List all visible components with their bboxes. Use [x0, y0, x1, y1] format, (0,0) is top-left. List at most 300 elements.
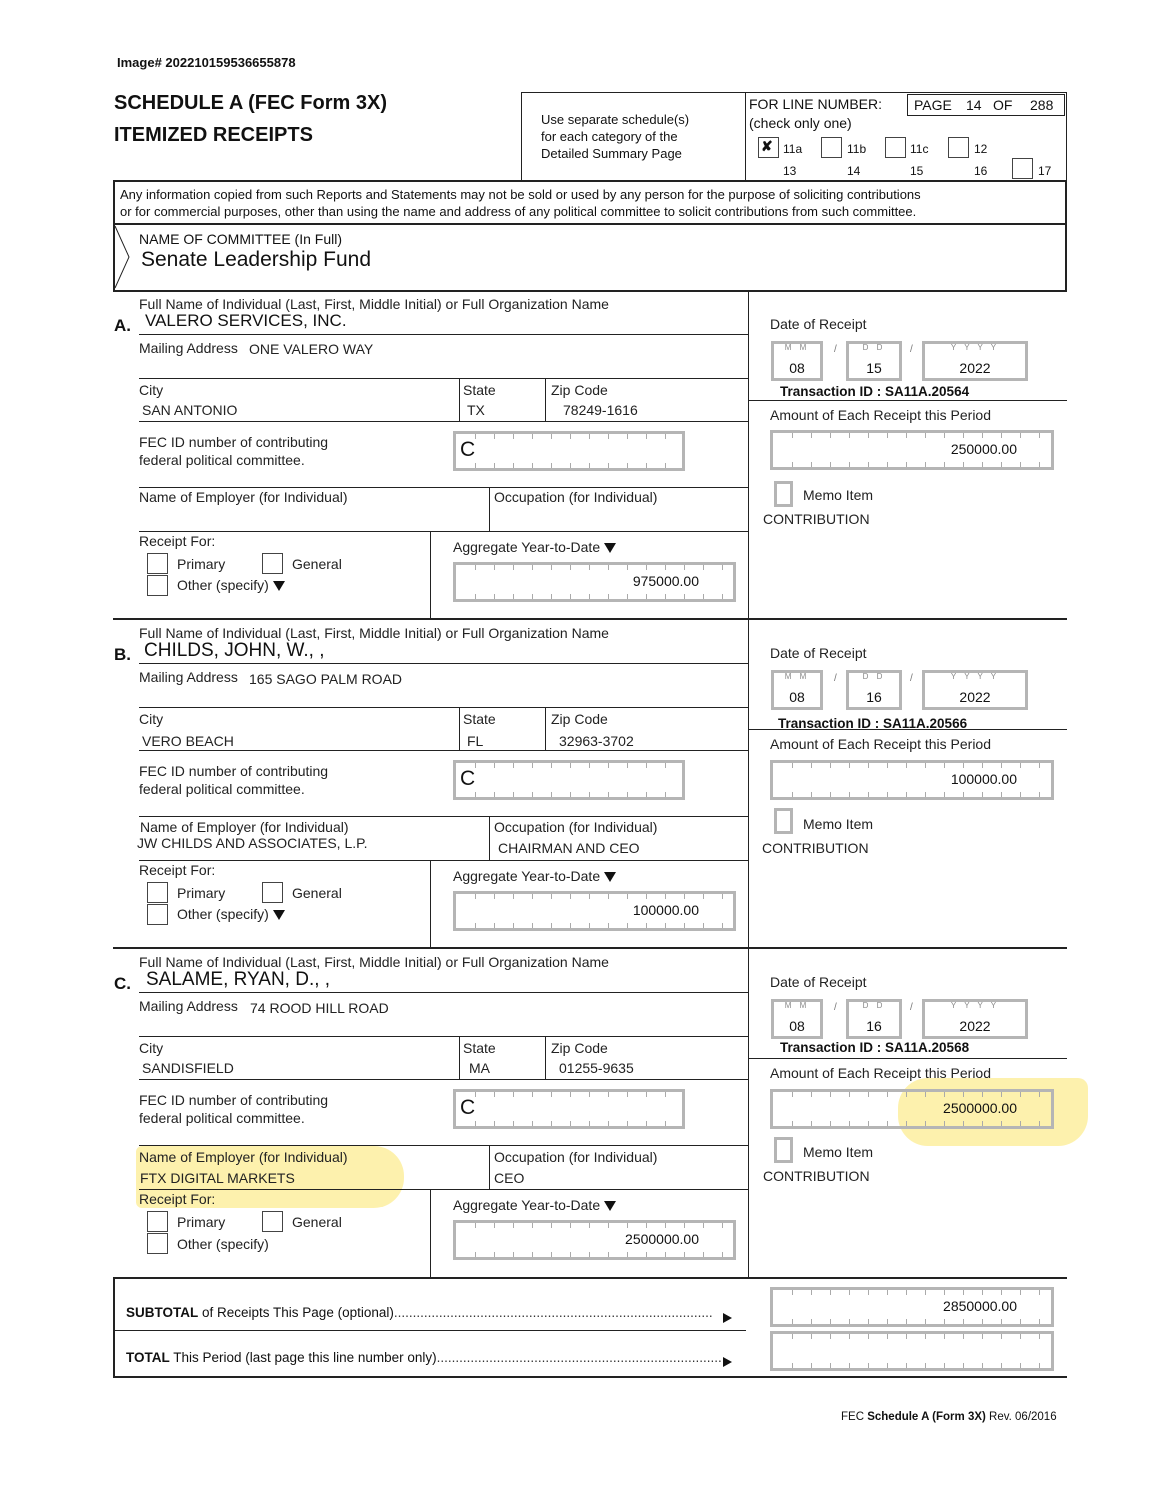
field-tick — [982, 433, 983, 438]
date-receipt-label: Date of Receipt — [770, 974, 867, 990]
field-tick — [1001, 792, 1002, 797]
field-tick — [868, 763, 869, 768]
subtotal-field[interactable] — [770, 1287, 1054, 1327]
total-text: This Period (last page this line number only) — [169, 1350, 437, 1365]
date-ph: Y Y Y Y — [950, 343, 1000, 352]
rule — [139, 750, 748, 751]
date-month-field[interactable] — [771, 999, 823, 1039]
general-checkbox[interactable] — [262, 553, 283, 574]
check-mark-icon: ✘ — [761, 138, 773, 154]
field-tick — [665, 434, 666, 439]
entry-letter: C. — [114, 974, 131, 993]
field-tick — [849, 763, 850, 768]
field-tick — [1001, 763, 1002, 768]
down-arrow-icon — [604, 872, 616, 882]
field-tick — [589, 923, 590, 928]
aggregate-field[interactable] — [453, 891, 736, 931]
field-tick — [570, 565, 571, 570]
checkbox-12[interactable] — [948, 137, 969, 158]
primary-checkbox[interactable] — [147, 553, 168, 574]
field-tick — [646, 1252, 647, 1257]
zip-value: 78249-1616 — [563, 402, 638, 418]
memo-label: Memo Item — [803, 1144, 874, 1160]
date-receipt-label: Date of Receipt — [770, 316, 867, 332]
other-checkbox[interactable] — [147, 904, 168, 925]
field-tick — [608, 1121, 609, 1126]
field-tick — [570, 894, 571, 899]
general-checkbox[interactable] — [262, 1211, 283, 1232]
field-tick — [646, 1121, 647, 1126]
aggregate-field[interactable] — [453, 1220, 736, 1260]
rule — [459, 1036, 460, 1080]
date-month-field[interactable] — [771, 341, 823, 381]
field-tick — [513, 894, 514, 899]
other-checkbox[interactable] — [147, 575, 168, 596]
field-tick — [646, 894, 647, 899]
receipt-for-label: Receipt For: — [139, 533, 216, 549]
field-tick — [551, 792, 552, 797]
aggregate-label — [453, 539, 616, 555]
aggregate-text: Aggregate Year-to-Date — [453, 539, 601, 555]
field-tick — [944, 1319, 945, 1324]
field-tick — [494, 894, 495, 899]
field-tick — [570, 1252, 571, 1257]
full-name-label: Full Name of Individual (Last, First, Middle Initial) or Full Organization Name — [139, 296, 609, 312]
state-label: State — [463, 1040, 496, 1056]
field-tick — [1039, 792, 1040, 797]
date-ph: D D — [862, 672, 886, 681]
amount-field[interactable] — [770, 1089, 1054, 1129]
rule — [113, 1277, 115, 1377]
field-tick — [570, 463, 571, 468]
field-tick — [475, 894, 476, 899]
state-value: FL — [467, 733, 484, 749]
field-tick — [513, 1121, 514, 1126]
field-tick — [982, 1121, 983, 1126]
memo-label: Memo Item — [803, 816, 874, 832]
total-label — [126, 1350, 729, 1365]
rule — [489, 816, 490, 860]
mailing-address: ONE VALERO WAY — [249, 341, 374, 357]
entry-letter: B. — [114, 645, 131, 664]
date-receipt-label: Date of Receipt — [770, 645, 867, 661]
date-year-field[interactable] — [922, 670, 1028, 710]
memo-checkbox[interactable] — [774, 808, 793, 834]
field-tick — [982, 1319, 983, 1324]
field-tick — [887, 1290, 888, 1295]
fec-id-prefix: C — [460, 438, 476, 461]
footer-bold: Schedule A (Form 3X) — [867, 1411, 986, 1423]
field-tick — [570, 1092, 571, 1097]
rule — [139, 860, 748, 861]
memo-label: Memo Item — [803, 487, 874, 503]
receipt-for-label: Receipt For: — [139, 1191, 216, 1207]
field-tick — [1020, 763, 1021, 768]
field-tick — [570, 792, 571, 797]
total-field[interactable] — [770, 1331, 1054, 1371]
mailing-label: Mailing Address — [139, 340, 238, 356]
primary-checkbox[interactable] — [147, 1211, 168, 1232]
field-tick — [811, 792, 812, 797]
field-tick — [589, 894, 590, 899]
field-tick — [684, 894, 685, 899]
rule — [545, 707, 546, 751]
field-tick — [513, 1252, 514, 1257]
field-tick — [551, 1223, 552, 1228]
rule — [459, 707, 460, 751]
field-tick — [792, 462, 793, 467]
section-divider — [113, 618, 1067, 620]
aggregate-field[interactable] — [453, 562, 736, 602]
state-value: TX — [467, 402, 485, 418]
field-tick — [963, 792, 964, 797]
field-tick — [944, 433, 945, 438]
memo-checkbox[interactable] — [774, 1137, 793, 1163]
rule — [113, 223, 1067, 225]
field-tick — [906, 1092, 907, 1097]
footer-suffix: Rev. 06/2016 — [985, 1411, 1057, 1423]
field-tick — [1020, 792, 1021, 797]
field-tick — [608, 463, 609, 468]
field-tick — [684, 1252, 685, 1257]
committee-name: Senate Leadership Fund — [141, 248, 372, 271]
rule — [139, 663, 748, 664]
field-tick — [722, 565, 723, 570]
date-day-field[interactable] — [846, 670, 902, 710]
field-tick — [513, 763, 514, 768]
field-tick — [849, 1334, 850, 1339]
field-tick — [722, 923, 723, 928]
field-tick — [811, 1334, 812, 1339]
rule — [113, 1376, 1067, 1378]
aggregate-value: 100000.00 — [632, 902, 699, 919]
amount-value: 100000.00 — [950, 771, 1017, 788]
state-label: State — [463, 382, 496, 398]
field-tick — [532, 1121, 533, 1126]
field-tick — [906, 1290, 907, 1295]
field-tick — [925, 462, 926, 467]
field-tick — [1020, 1363, 1021, 1368]
date-year-field[interactable] — [922, 999, 1028, 1039]
field-tick — [627, 1252, 628, 1257]
field-tick — [1039, 433, 1040, 438]
option-12: 12 — [974, 142, 988, 156]
field-tick — [1001, 1334, 1002, 1339]
date-slash: / — [834, 673, 837, 684]
field-tick — [811, 433, 812, 438]
field-tick — [703, 923, 704, 928]
field-tick — [792, 433, 793, 438]
rule — [139, 992, 748, 993]
field-tick — [887, 792, 888, 797]
page-of: OF — [993, 97, 1013, 113]
fec-id-label-1: FEC ID number of contributing — [139, 434, 329, 450]
checkbox-11c[interactable] — [885, 137, 906, 158]
field-tick — [665, 463, 666, 468]
field-tick — [475, 434, 476, 439]
field-tick — [982, 1092, 983, 1097]
page-current: 14 — [966, 97, 982, 113]
field-tick — [906, 1334, 907, 1339]
date-month-field[interactable] — [771, 670, 823, 710]
fec-id-field[interactable] — [453, 431, 685, 471]
field-tick — [1020, 1121, 1021, 1126]
field-tick — [475, 463, 476, 468]
date-day: 16 — [866, 1018, 882, 1034]
field-tick — [551, 434, 552, 439]
date-day-field[interactable] — [846, 999, 902, 1039]
field-tick — [475, 1252, 476, 1257]
field-tick — [868, 1363, 869, 1368]
field-tick — [792, 1092, 793, 1097]
field-tick — [494, 763, 495, 768]
field-tick — [684, 1223, 685, 1228]
field-tick — [811, 1121, 812, 1126]
rule — [139, 816, 748, 817]
mailing-label: Mailing Address — [139, 998, 238, 1014]
field-tick — [589, 1252, 590, 1257]
field-tick — [944, 462, 945, 467]
mailing-address: 165 SAGO PALM ROAD — [249, 671, 403, 687]
field-tick — [1020, 1319, 1021, 1324]
field-tick — [494, 923, 495, 928]
field-tick — [627, 763, 628, 768]
field-tick — [830, 792, 831, 797]
field-tick — [963, 1092, 964, 1097]
field-tick — [684, 923, 685, 928]
date-day: 15 — [866, 360, 882, 376]
field-tick — [494, 565, 495, 570]
field-tick — [1039, 1319, 1040, 1324]
field-tick — [532, 434, 533, 439]
field-tick — [551, 763, 552, 768]
amount-value: 2500000.00 — [943, 1100, 1017, 1117]
city-label: City — [139, 711, 164, 727]
field-tick — [1020, 433, 1021, 438]
field-tick — [792, 1334, 793, 1339]
date-ph: M M — [784, 343, 810, 352]
option-15: 15 — [910, 164, 924, 178]
field-tick — [1001, 1092, 1002, 1097]
field-tick — [494, 434, 495, 439]
field-tick — [811, 763, 812, 768]
field-tick — [589, 1121, 590, 1126]
field-tick — [925, 763, 926, 768]
field-tick — [906, 433, 907, 438]
zip-label: Zip Code — [551, 1040, 608, 1056]
column-divider — [430, 1189, 431, 1277]
receipt-type: CONTRIBUTION — [763, 511, 870, 527]
field-tick — [906, 792, 907, 797]
rule — [545, 378, 546, 422]
date-ph: Y Y Y Y — [950, 1001, 1000, 1010]
zip-value: 32963-3702 — [559, 733, 634, 749]
receipt-type: CONTRIBUTION — [763, 1168, 870, 1184]
field-tick — [925, 1290, 926, 1295]
field-tick — [475, 923, 476, 928]
committee-chevron-icon — [113, 224, 133, 290]
field-tick — [868, 1290, 869, 1295]
field-tick — [551, 1121, 552, 1126]
form-footer — [841, 1411, 1057, 1423]
field-tick — [811, 1319, 812, 1324]
column-divider — [748, 292, 749, 1277]
field-tick — [887, 763, 888, 768]
down-arrow-icon — [273, 910, 285, 920]
field-tick — [513, 1092, 514, 1097]
field-tick — [1039, 1092, 1040, 1097]
date-slash: / — [910, 1002, 913, 1013]
field-tick — [830, 1121, 831, 1126]
date-month: 08 — [789, 1018, 805, 1034]
field-tick — [570, 594, 571, 599]
rule — [139, 1145, 748, 1146]
rule — [113, 290, 1067, 292]
rule — [139, 531, 748, 532]
field-tick — [1001, 1121, 1002, 1126]
field-tick — [1001, 1319, 1002, 1324]
field-tick — [868, 1121, 869, 1126]
fec-id-field[interactable] — [453, 760, 685, 800]
field-tick — [963, 763, 964, 768]
field-tick — [570, 1121, 571, 1126]
fec-id-label-1: FEC ID number of contributing — [139, 763, 329, 779]
amount-field[interactable] — [770, 760, 1054, 800]
field-tick — [792, 763, 793, 768]
field-tick — [944, 1290, 945, 1295]
field-tick — [494, 1252, 495, 1257]
section-divider — [113, 1277, 1067, 1279]
field-tick — [1039, 1363, 1040, 1368]
field-tick — [608, 1252, 609, 1257]
checkbox-11a[interactable] — [758, 137, 779, 158]
rule — [139, 378, 748, 379]
date-slash: / — [834, 344, 837, 355]
field-tick — [944, 1334, 945, 1339]
field-tick — [982, 1290, 983, 1295]
fec-id-label-2: federal political committee. — [139, 452, 305, 468]
other-checkbox[interactable] — [147, 1233, 168, 1254]
field-tick — [627, 1121, 628, 1126]
employer-value: FTX DIGITAL MARKETS — [140, 1170, 295, 1186]
column-divider — [430, 531, 431, 618]
primary-checkbox[interactable] — [147, 882, 168, 903]
field-tick — [513, 923, 514, 928]
field-tick — [665, 1121, 666, 1126]
field-tick — [627, 1223, 628, 1228]
field-tick — [475, 1092, 476, 1097]
field-tick — [944, 1092, 945, 1097]
field-tick — [703, 1223, 704, 1228]
field-tick — [792, 1363, 793, 1368]
field-tick — [665, 792, 666, 797]
leader-dots: ..................................................................................... — [393, 1305, 713, 1320]
field-tick — [963, 1290, 964, 1295]
employer-label: Name of Employer (for Individual) — [139, 1149, 348, 1165]
rule — [115, 1330, 746, 1331]
amount-field[interactable] — [770, 430, 1054, 470]
checkbox-17[interactable] — [1012, 158, 1033, 179]
rule — [459, 378, 460, 422]
field-tick — [868, 462, 869, 467]
employer-label: Name of Employer (for Individual) — [140, 819, 349, 835]
field-tick — [551, 894, 552, 899]
field-tick — [589, 763, 590, 768]
form-title: SCHEDULE A (FEC Form 3X) — [114, 92, 387, 114]
field-tick — [608, 763, 609, 768]
rule — [139, 1079, 748, 1080]
checkbox-11b[interactable] — [821, 137, 842, 158]
field-tick — [532, 763, 533, 768]
employer-value: JW CHILDS AND ASSOCIATES, L.P. — [137, 835, 368, 851]
field-tick — [570, 434, 571, 439]
date-day: 16 — [866, 689, 882, 705]
field-tick — [792, 1319, 793, 1324]
field-tick — [1001, 433, 1002, 438]
date-slash: / — [910, 344, 913, 355]
field-tick — [494, 463, 495, 468]
date-year-field[interactable] — [922, 341, 1028, 381]
rule — [489, 487, 490, 531]
general-label: General — [292, 556, 342, 572]
field-tick — [982, 462, 983, 467]
field-tick — [849, 433, 850, 438]
field-tick — [475, 792, 476, 797]
aggregate-value: 975000.00 — [632, 573, 699, 590]
field-tick — [665, 763, 666, 768]
field-tick — [665, 1092, 666, 1097]
field-tick — [963, 433, 964, 438]
primary-label: Primary — [177, 885, 226, 901]
rule — [748, 400, 1067, 401]
field-tick — [665, 1223, 666, 1228]
field-tick — [551, 1252, 552, 1257]
field-tick — [925, 1121, 926, 1126]
field-tick — [944, 792, 945, 797]
field-tick — [589, 1092, 590, 1097]
field-tick — [830, 1290, 831, 1295]
field-tick — [532, 792, 533, 797]
field-tick — [570, 1223, 571, 1228]
field-tick — [722, 1252, 723, 1257]
field-tick — [830, 1319, 831, 1324]
field-tick — [792, 792, 793, 797]
field-tick — [849, 1290, 850, 1295]
amount-label: Amount of Each Receipt this Period — [770, 736, 992, 752]
general-checkbox[interactable] — [262, 882, 283, 903]
field-tick — [849, 792, 850, 797]
city-label: City — [139, 382, 164, 398]
rule — [748, 729, 1067, 730]
memo-checkbox[interactable] — [774, 481, 793, 507]
field-tick — [646, 1092, 647, 1097]
field-tick — [925, 792, 926, 797]
field-tick — [722, 594, 723, 599]
field-tick — [1020, 462, 1021, 467]
date-day-field[interactable] — [846, 341, 902, 381]
field-tick — [665, 923, 666, 928]
occupation-value: CEO — [494, 1170, 525, 1186]
date-slash: / — [834, 1002, 837, 1013]
option-13: 13 — [783, 164, 797, 178]
field-tick — [1001, 462, 1002, 467]
line-number-sub: (check only one) — [749, 115, 852, 131]
primary-label: Primary — [177, 556, 226, 572]
field-tick — [532, 565, 533, 570]
fec-id-field[interactable] — [453, 1089, 685, 1129]
field-tick — [830, 433, 831, 438]
fec-id-prefix: C — [460, 767, 476, 790]
